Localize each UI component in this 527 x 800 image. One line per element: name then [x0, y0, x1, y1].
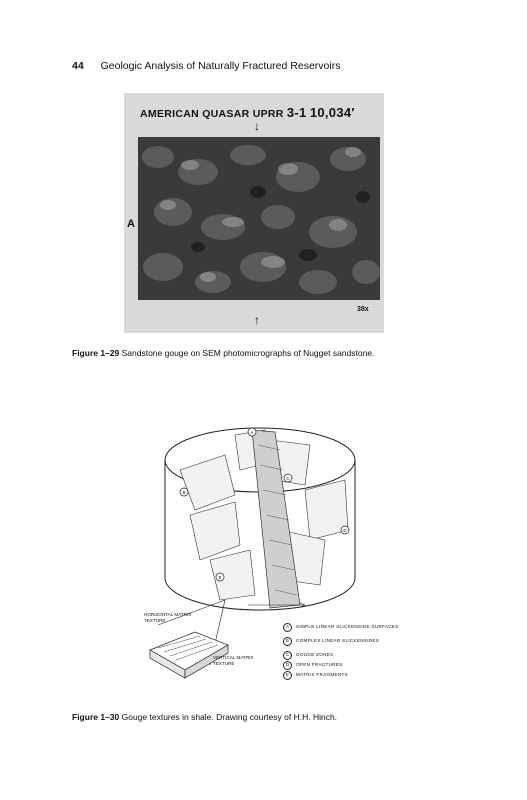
sem-micrograph [138, 137, 380, 300]
legend-key: B [283, 637, 292, 646]
legend-item [283, 670, 399, 680]
legend-text: OPEN FRACTURES [296, 661, 343, 667]
figure-1-30-text: Gouge textures in shale. Drawing courtesy of H.H. Hinch. [119, 712, 338, 722]
legend-key: D [283, 661, 292, 670]
panel-label-a: A [127, 218, 135, 230]
figure-1-30-caption [72, 712, 337, 722]
sem-texture [138, 137, 380, 300]
legend-key: A [283, 623, 292, 632]
legend-key: C [283, 651, 292, 660]
legend-text: COMPLEX LINEAR SLICKENSIDES [296, 637, 380, 643]
legend-item [283, 636, 399, 646]
photo-depth: 10,034′ [309, 105, 355, 120]
figure-1-30-label: Figure 1–30 [72, 712, 120, 722]
photo-well: 3-1 [286, 105, 307, 120]
legend-item [283, 650, 399, 660]
magnification-label: 38x [357, 306, 369, 313]
svg-text:D: D [343, 528, 347, 533]
horizontal-matrix-label: HORIZONTAL MATRIX TEXTURE [144, 612, 192, 623]
arrow-up-icon: ↑ [254, 313, 260, 327]
figure-1-29-text: Sandstone gouge on SEM photomicrographs of Nugget sandstone. [119, 348, 375, 358]
figure-1-29-caption [72, 348, 374, 358]
legend-item [283, 660, 399, 670]
svg-text:E: E [218, 575, 222, 580]
page-number: 44 [72, 60, 84, 72]
legend-text: SIMPLE LINEAR SLICKENSIDE SURFACES [296, 623, 399, 629]
drawing-legend [283, 622, 399, 680]
svg-text:B: B [182, 490, 186, 495]
running-title: Geologic Analysis of Naturally Fractured Reservoirs [100, 60, 341, 72]
figure-1-29-label: Figure 1–29 [72, 348, 120, 358]
legend-text: MATRIX FRAGMENTS [296, 671, 348, 677]
legend-text: GOUGE ZONES [296, 651, 334, 657]
legend-item [283, 622, 399, 632]
arrow-down-icon: ↓ [254, 119, 260, 133]
page-header [72, 60, 340, 72]
photo-title-text: AMERICAN QUASAR UPRR [140, 108, 284, 120]
legend-key: E [283, 671, 292, 680]
vertical-matrix-label: VERTICAL MATRIX TEXTURE [213, 655, 254, 666]
svg-text:A: A [250, 430, 254, 435]
sem-photo-title [140, 105, 355, 120]
svg-text:C: C [286, 476, 290, 481]
